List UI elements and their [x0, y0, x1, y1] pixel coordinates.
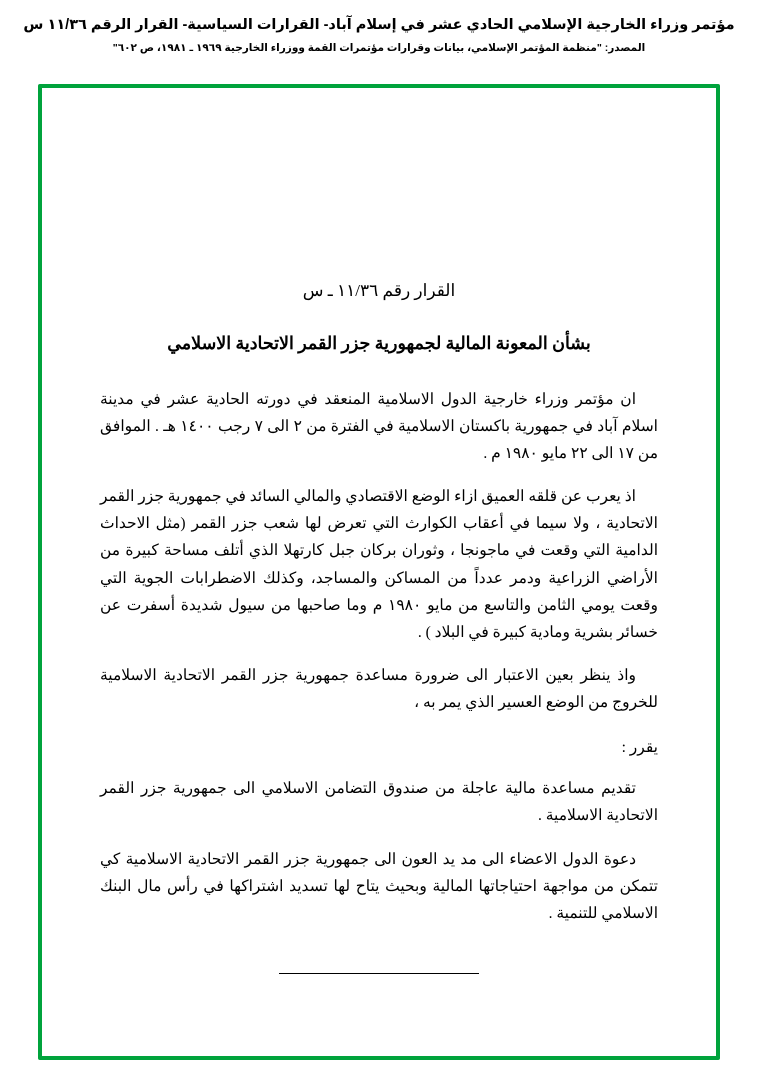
page-title: مؤتمر وزراء الخارجية الإسلامي الحادي عشر في إسلام آباد- القرارات السياسية- القرار الرقم ١١/٣٦ س	[23, 17, 735, 33]
divider-rule	[279, 973, 479, 974]
paragraph-preamble-1: ان مؤتمر وزراء خارجية الدول الاسلامية المنعقد في دورته الحادية عشر في مدينة اسلام آباد في جمهورية باكستان الاسلامية في الفترة من ٢ الى ٧ رجب ١٤٠٠ هـ . الموافق من ١٧ الى ٢٢ مايو ١٩٨٠ م .	[100, 390, 658, 462]
paragraph-preamble-2: اذ يعرب عن قلقه العميق ازاء الوضع الاقتصادي والمالي السائد في جمهورية جزر القمر الاتحادية ، ولا سيما في أعقاب الكوارث التي تعرض لها شعب جزر القمر (مثل الاحداث الدامية التي وقعت في ماجونجا ، وثوران بركان جبل كارتهلا الذي أتلف مساحة كبيرة من الأراضي الزراعية ودمر عدداً من المساكن والمساجد، وكذلك الاضطرابات الجوية التي وقعت يومي الثامن والتاسع من مايو ١٩٨٠ م وما صاحبها من سيول شديدة أسفرت عن خسائر بشرية ومادية كبيرة في البلاد ) .	[100, 488, 658, 641]
document-body	[42, 88, 716, 1056]
source-citation: المصدر: "منظمة المؤتمر الإسلامي، بيانات وقرارات مؤتمرات القمة ووزراء الخارجية ١٩٦٩ ـ ١٩٨١، ص ٦٠٢"	[112, 41, 646, 54]
document-frame	[38, 84, 720, 1060]
decree-subject: بشأن المعونة المالية لجمهورية جزر القمر الاتحادية الاسلامي	[167, 332, 591, 353]
resolution-item-1: تقديم مساعدة مالية عاجلة من صندوق التضامن الاسلامي الى جمهورية جزر القمر الاتحادية الاسلامية .	[100, 780, 658, 825]
decree-number: القرار رقم ١١/٣٦ ـ س	[302, 281, 456, 300]
page-header	[0, 0, 758, 59]
paragraph-preamble-3: واذ ينظر بعين الاعتبار الى ضرورة مساعدة جمهورية جزر القمر الاتحادية الاسلامية للخروج من الوضع العسير الذي يمر به ،	[100, 666, 658, 711]
decides-label: يقرر :	[621, 739, 658, 757]
resolution-item-2: دعوة الدول الاعضاء الى مد يد العون الى جمهورية جزر القمر الاتحادية الاسلامية كي تتمكن من مواجهة احتياجاتها المالية وبحيث يتاح لها تسديد اشتراكها في رأس مال البنك الاسلامي للتنمية .	[100, 850, 658, 922]
